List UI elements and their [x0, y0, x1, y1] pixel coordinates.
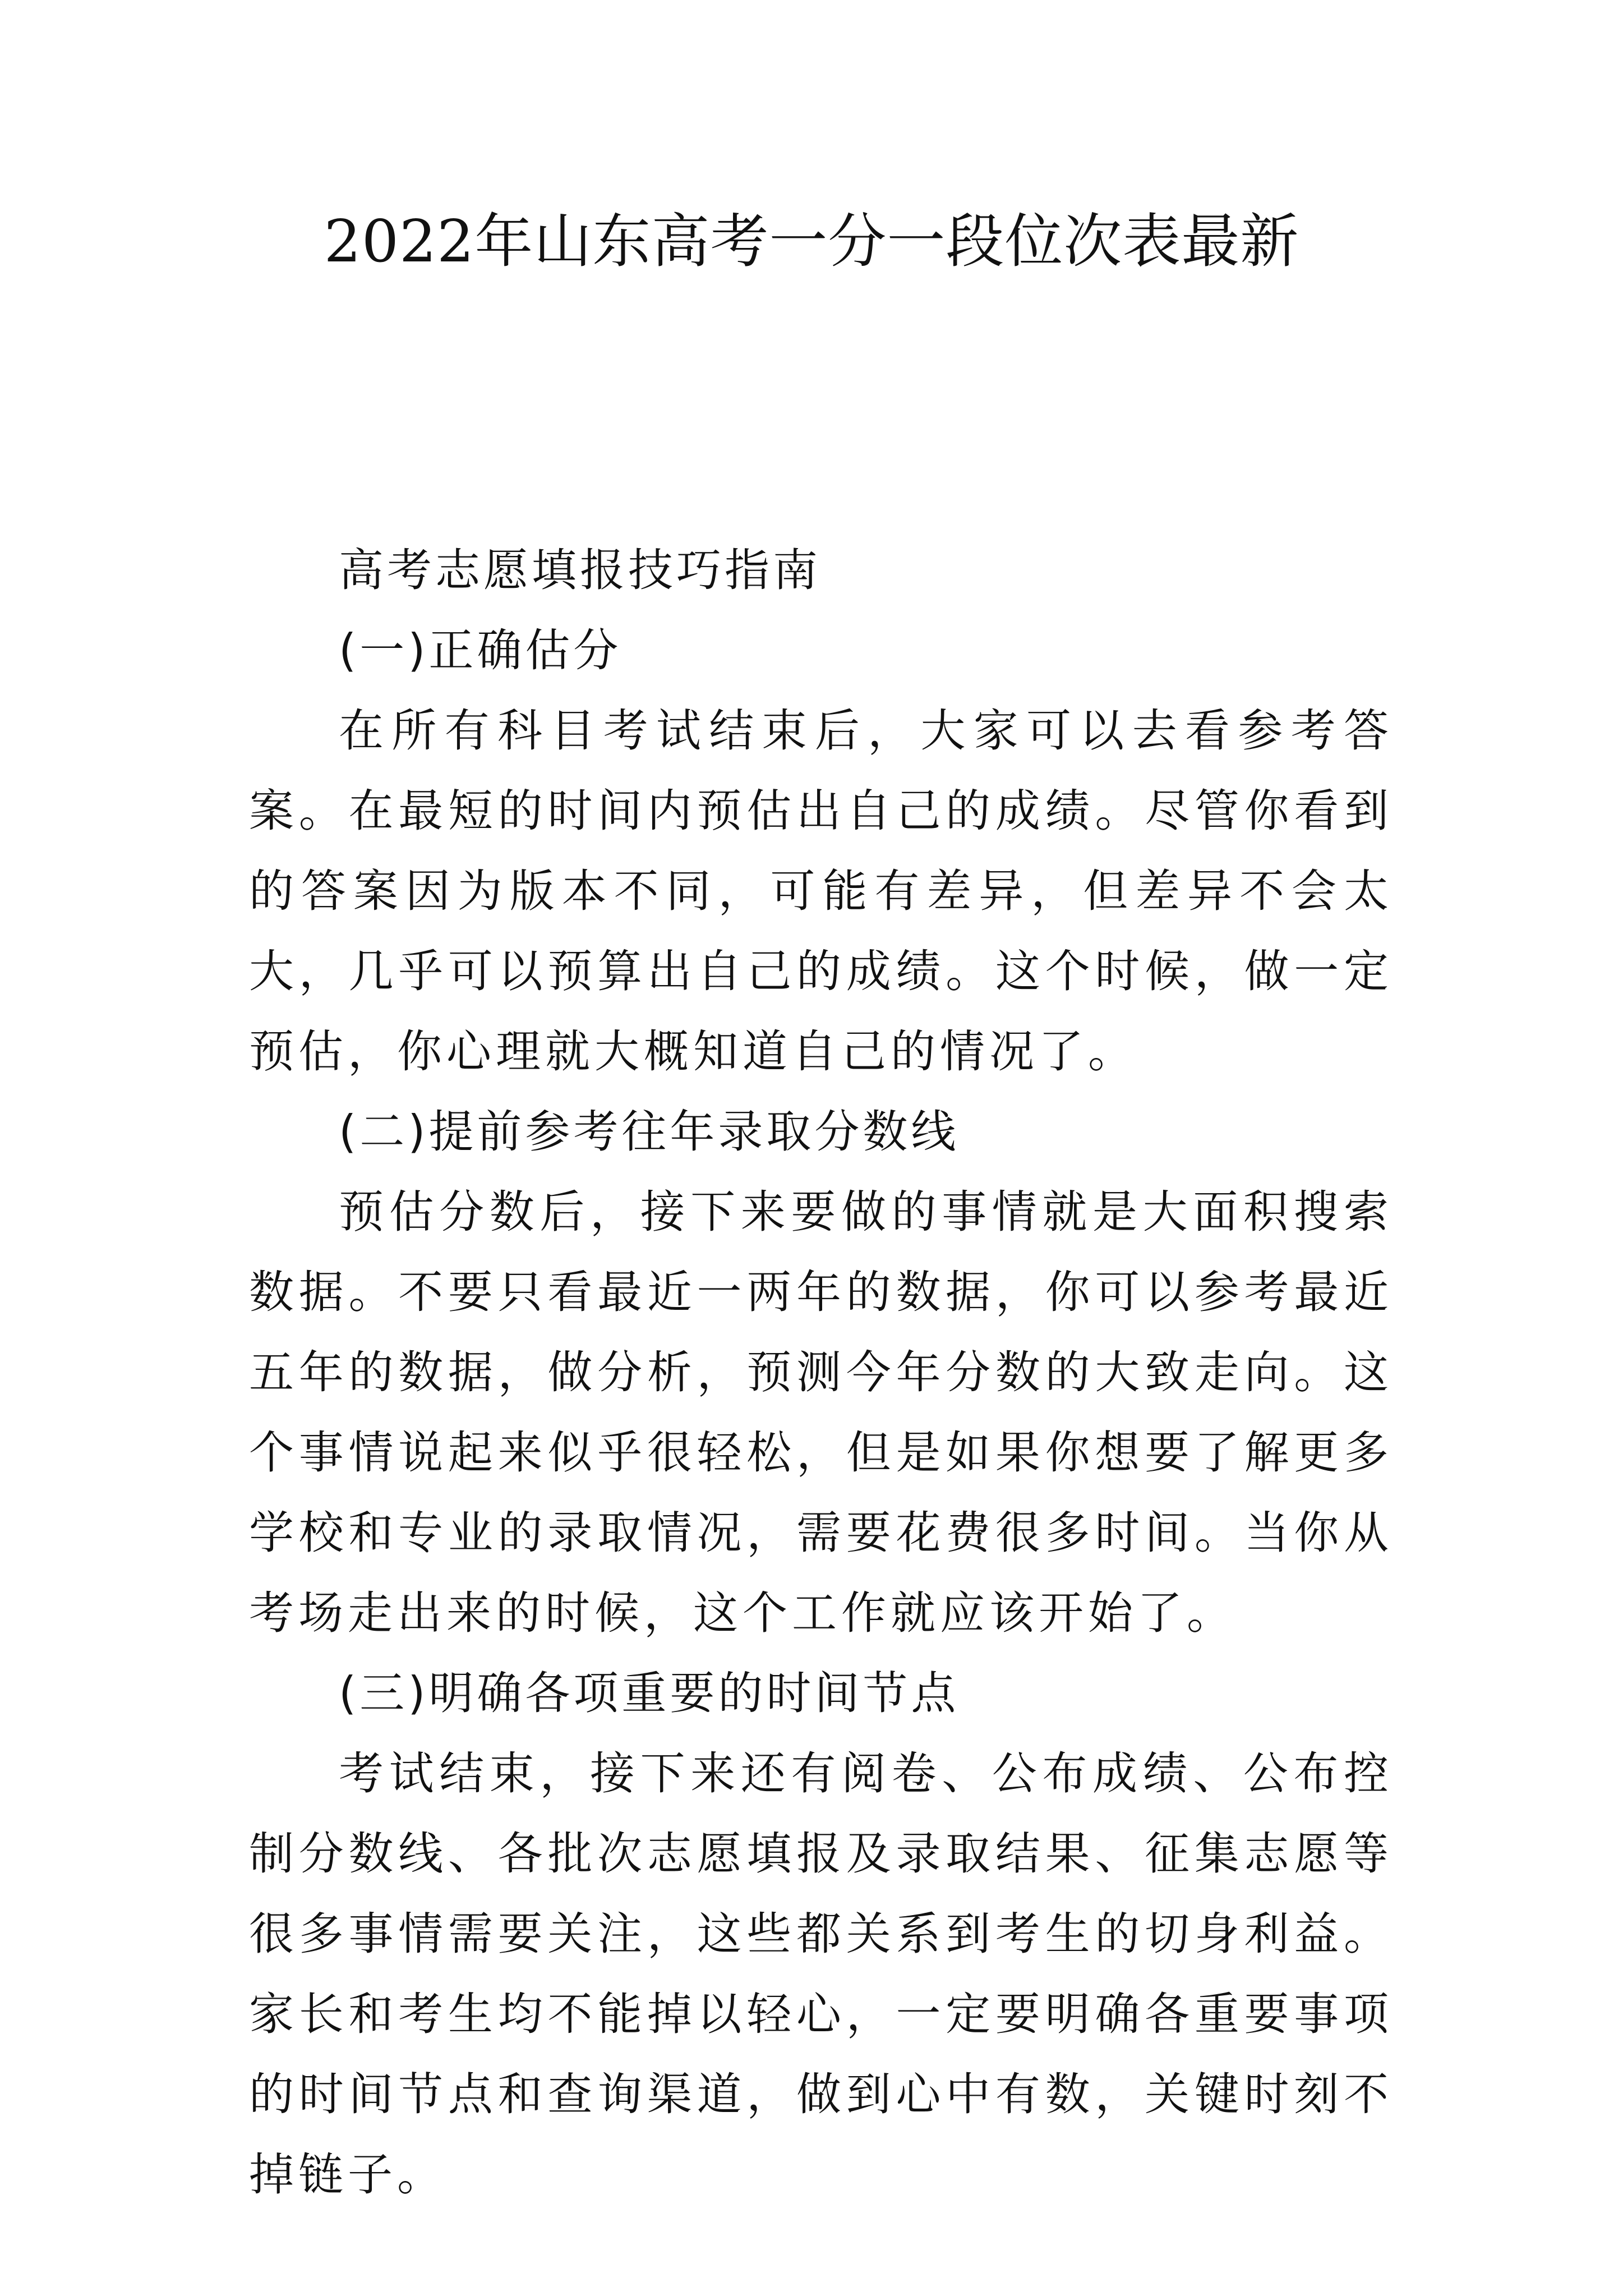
- section-paragraph-1: 在所有科目考试结束后，大家可以去看参考答案。在最短的时间内预估出自己的成绩。尽管你看到的答案因为版本不同，可能有差异，但差异不会太大，几乎可以预算出自己的成绩。这个时候，做一定预估，你心理就大概知道自己的情况了。: [249, 705, 1393, 1078]
- guide-heading: 高考志愿填报技巧指南: [339, 544, 821, 596]
- section-heading-2: (二)提前参考往年录取分数线: [339, 1106, 960, 1158]
- section-heading-3: (三)明确各项重要的时间节点: [339, 1667, 960, 1719]
- section-paragraph-3: 考试结束，接下来还有阅卷、公布成绩、公布控制分数线、各批次志愿填报及录取结果、征集志愿等很多事情需要关注，这些都关系到考生的切身利益。家长和考生均不能掉以轻心，一定要明确各重要事项的时间节点和查询渠道，做到心中有数，关键时刻不掉链子。: [249, 1747, 1393, 2201]
- document-title: 2022年山东高考一分一段位次表最新: [324, 207, 1299, 275]
- section-heading-1: (一)正确估分: [339, 624, 622, 677]
- section-paragraph-2: 预估分数后，接下来要做的事情就是大面积搜索数据。不要只看最近一两年的数据，你可以参考最近五年的数据，做分析，预测今年分数的大致走向。这个事情说起来似乎很轻松，但是如果你想要了解更多学校和专业的录取情况，需要花费很多时间。当你从考场走出来的时候，这个工作就应该开始了。: [249, 1186, 1393, 1639]
- document-body: [249, 530, 1393, 2215]
